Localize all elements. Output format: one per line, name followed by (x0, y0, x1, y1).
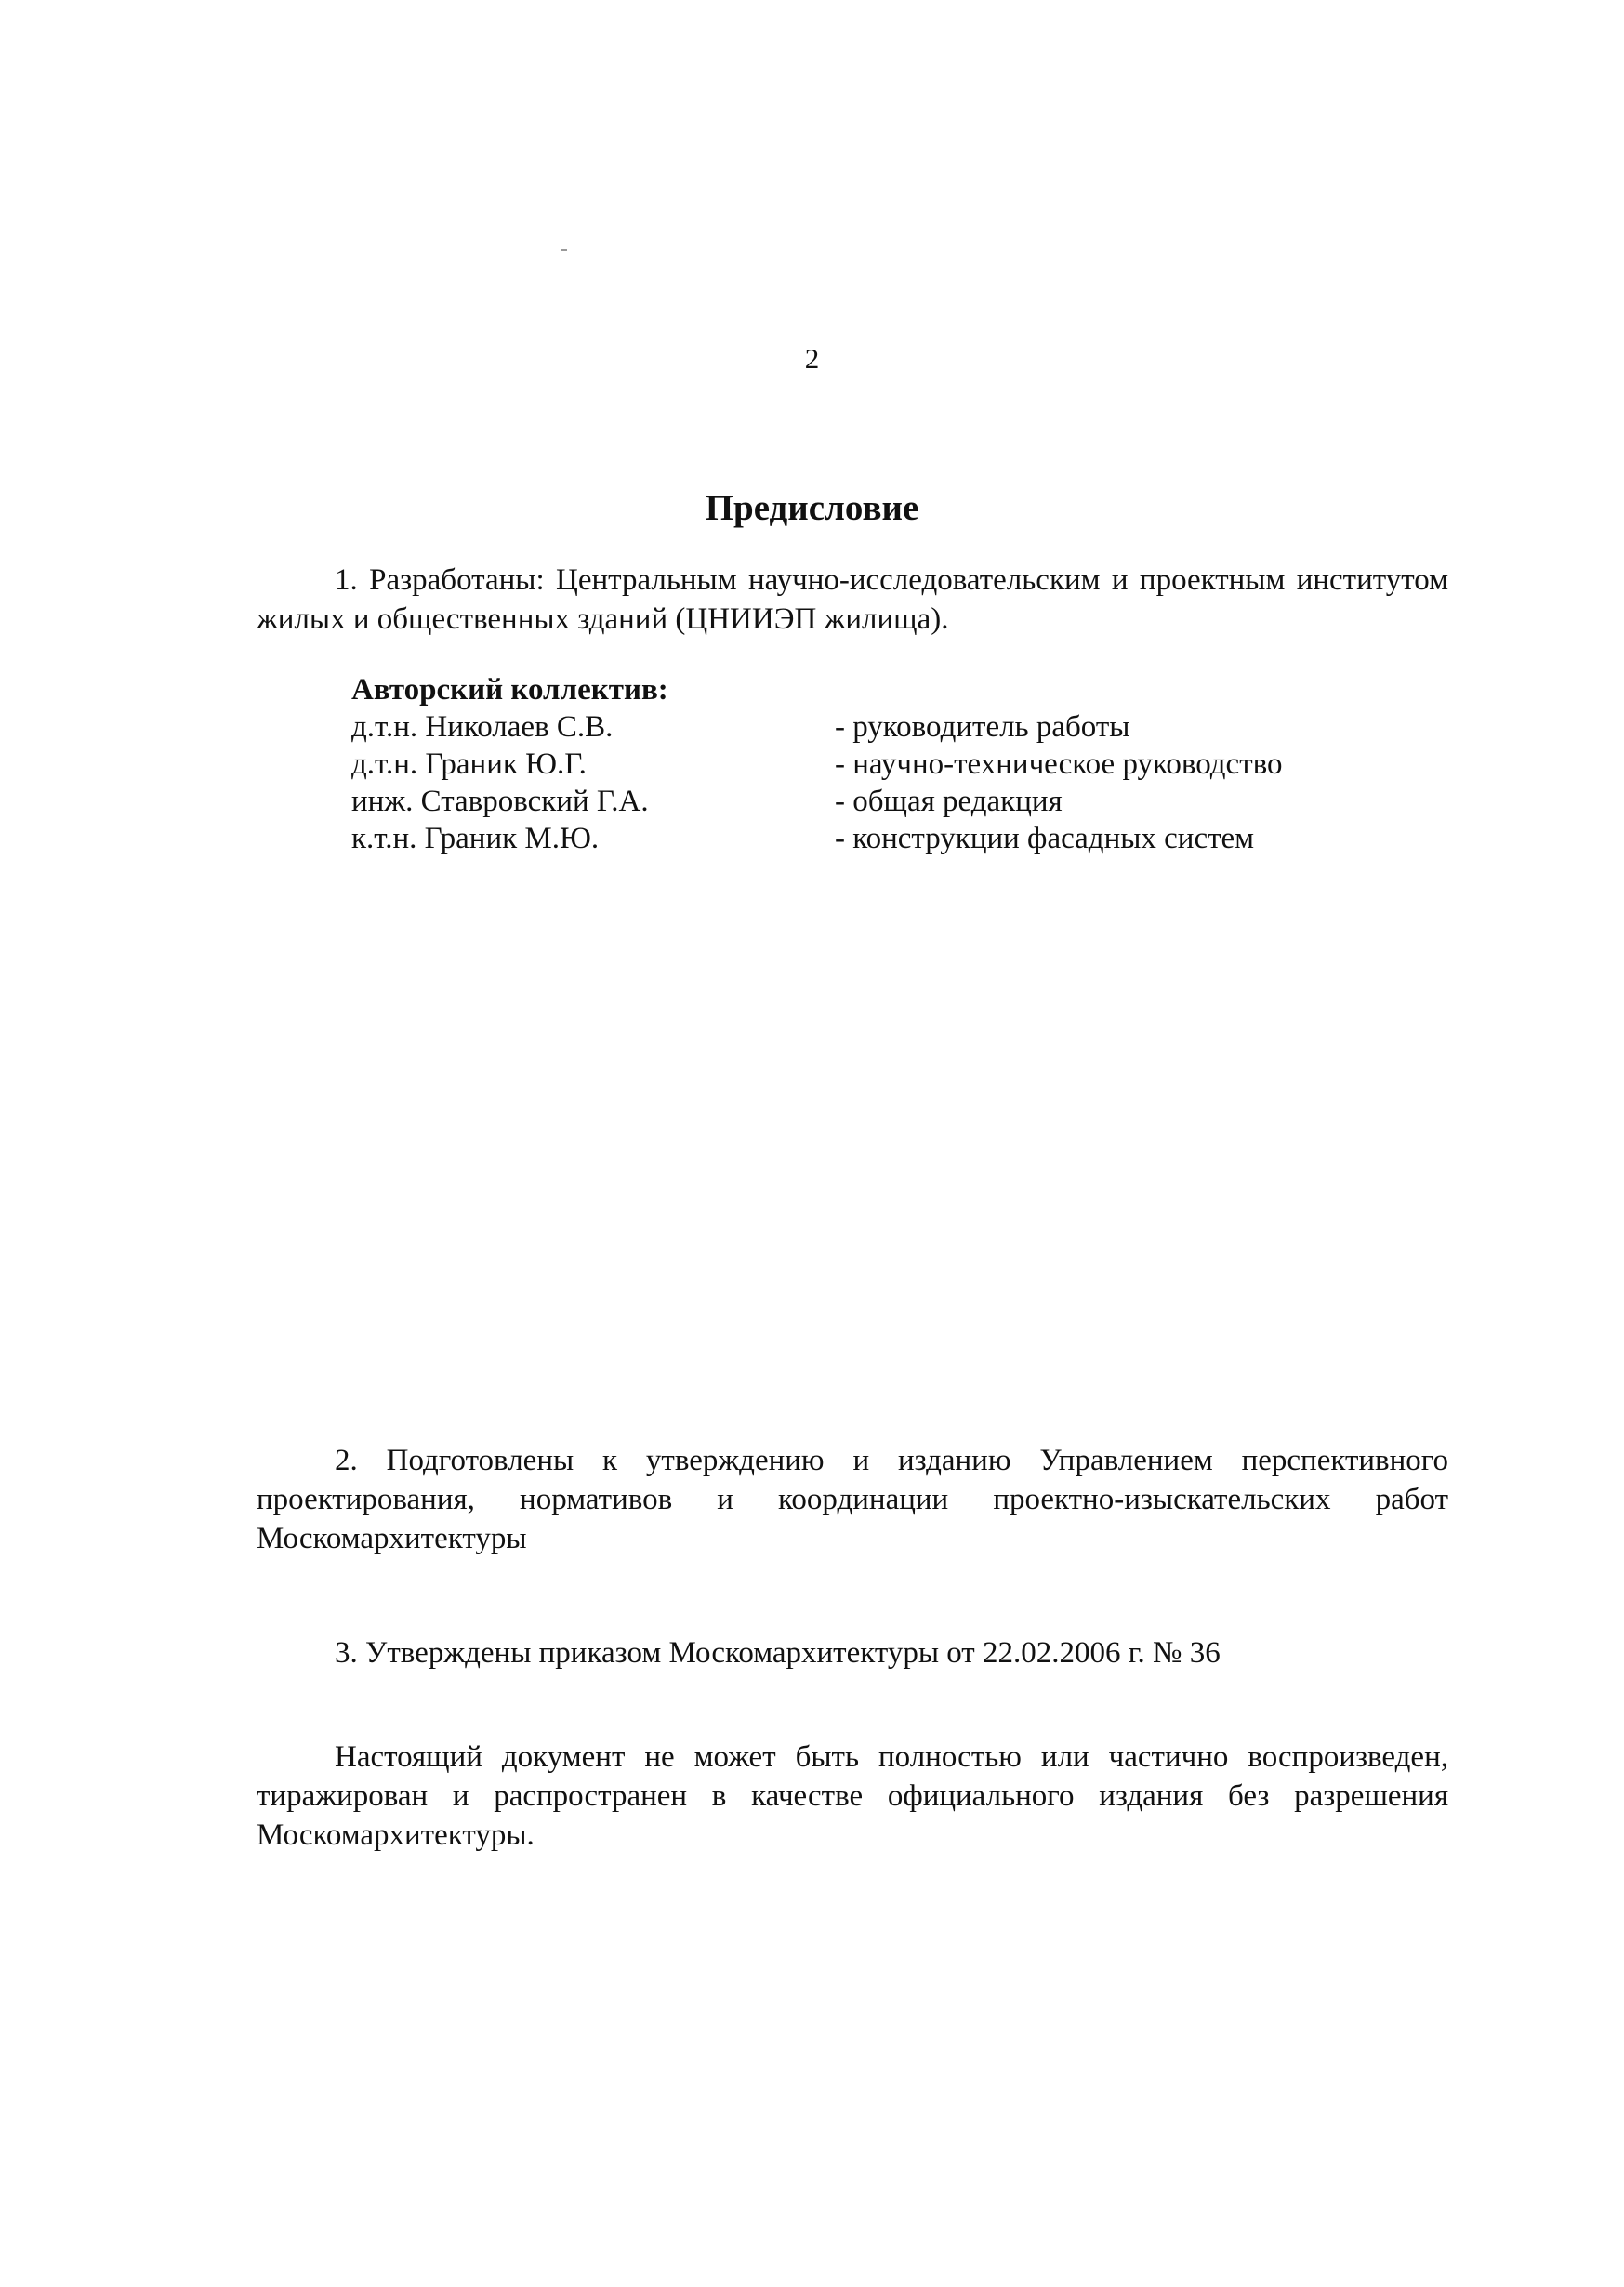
section-3-approval: 3. Утверждены приказом Москомархитектуры от 22.02.2006 г. № 36 (335, 1636, 1221, 1670)
page-number: 2 (804, 342, 820, 375)
copyright-notice: Настоящий документ не может быть полностью или частично воспроизведен, тиражирован и распространен в качестве официального издания без разрешения Москомархитектуры. (257, 1740, 1448, 1852)
author-role: - конструкции фасадных систем (835, 822, 1255, 855)
section-2-preparation: 2. Подготовлены к утверждению и изданию Управлением перспективного проектирования, нормативов и координации проектно-изыскательских работ Москомархитектуры (257, 1444, 1448, 1555)
authors-block (351, 671, 1448, 857)
author-row (351, 783, 1448, 820)
authors-title: Авторский коллектив: (351, 673, 668, 707)
author-row (351, 708, 1448, 746)
author-name: к.т.н. Граник М.Ю. (351, 822, 600, 855)
section-1-developers: 1. Разработаны: Центральным научно-исследовательским и проектным институтом жилых и общественных зданий (ЦНИИЭП жилища). (257, 563, 1448, 636)
page-title: Предисловие (705, 488, 919, 528)
author-row (351, 746, 1448, 783)
author-role: - научно-техническое руководство (835, 747, 1283, 781)
author-name: д.т.н. Николаев С.В. (351, 710, 614, 744)
author-name: инж. Ставровский Г.А. (351, 785, 649, 818)
author-role: - руководитель работы (835, 710, 1130, 744)
author-row (351, 820, 1448, 857)
author-role: - общая редакция (835, 785, 1063, 818)
scan-speck (561, 249, 567, 251)
author-name: д.т.н. Граник Ю.Г. (351, 747, 587, 781)
